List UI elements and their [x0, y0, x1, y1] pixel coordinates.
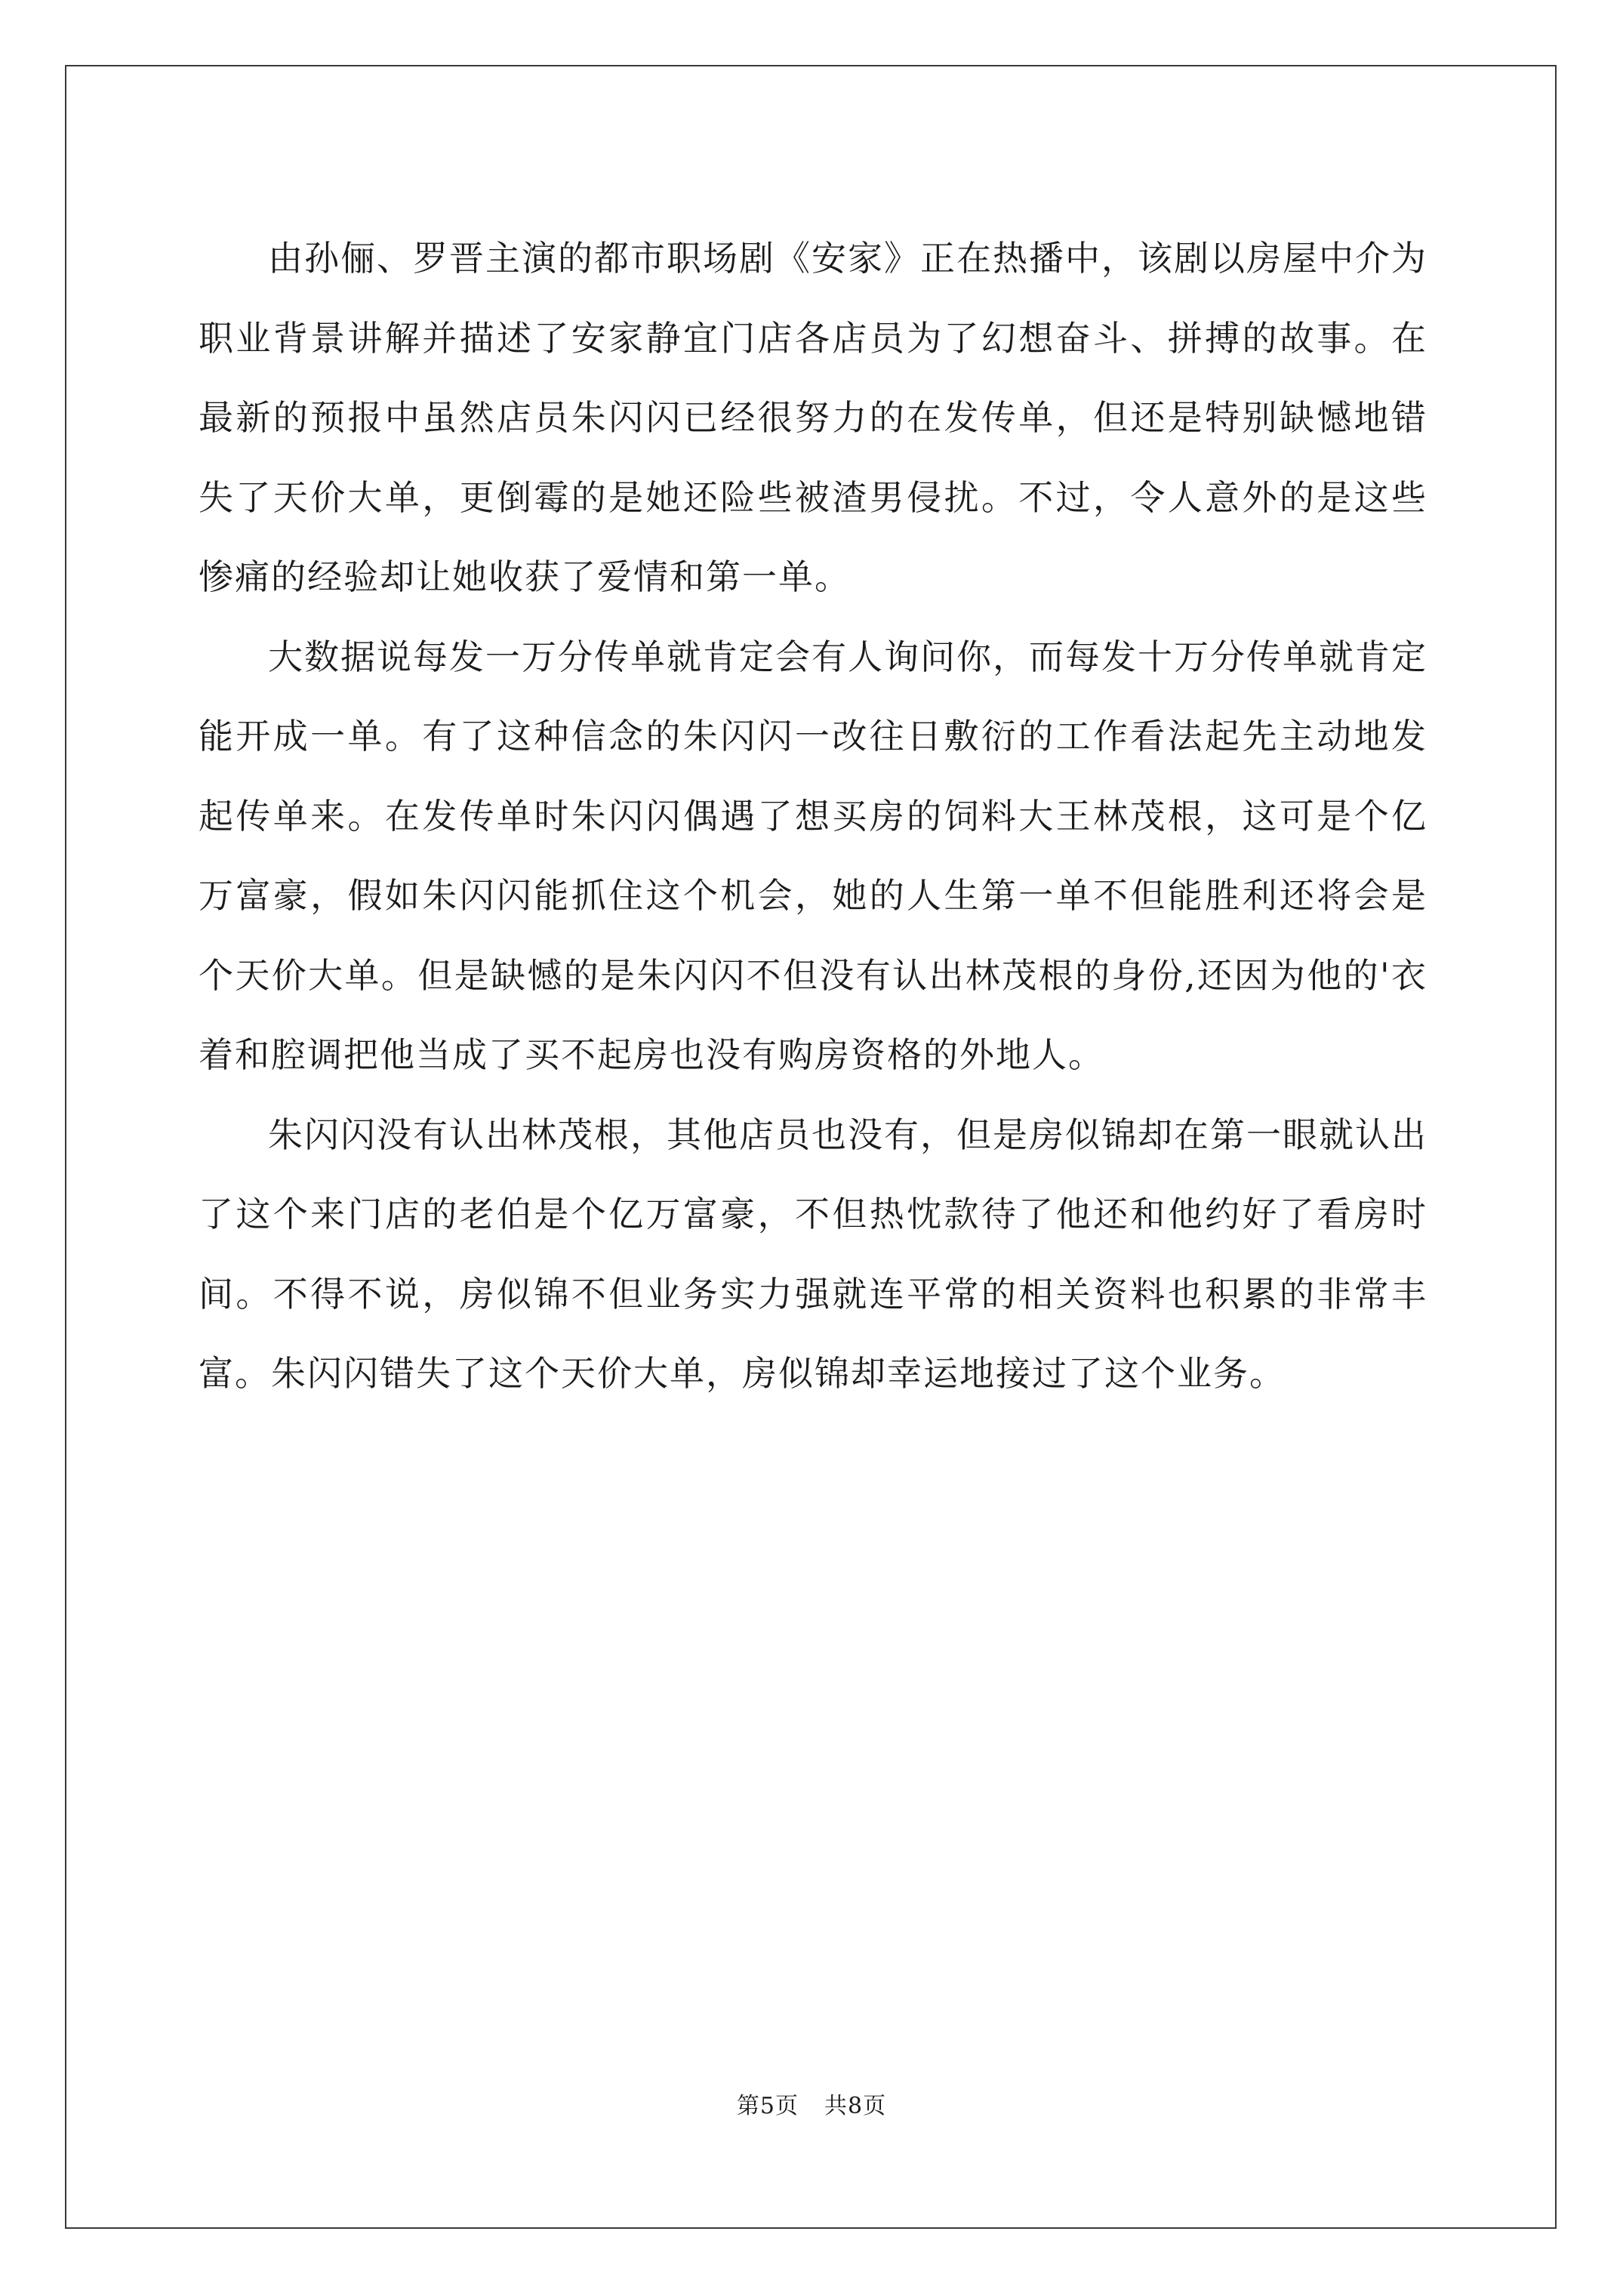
page-total: 共8页 [824, 2093, 887, 2119]
paragraph-3: 朱闪闪没有认出林茂根，其他店员也没有，但是房似锦却在第一眼就认出了这个来门店的老伯是个亿万富豪，不但热忱款待了他还和他约好了看房时间。不得不说，房似锦不但业务实力强就连平常的相关资料也积累的非常丰富。朱闪闪错失了这个天价大单，房似锦却幸运地接过了这个业务。 [199, 1114, 1427, 1394]
page-footer [0, 2087, 1623, 2120]
page-number: 第5页 [736, 2093, 799, 2119]
document-body [199, 219, 1427, 1414]
paragraph-2: 大数据说每发一万分传单就肯定会有人询问你，而每发十万分传单就肯定能开成一单。有了这种信念的朱闪闪一改往日敷衍的工作看法起先主动地发起传单来。在发传单时朱闪闪偶遇了想买房的饲料大王林茂根，这可是个亿万富豪，假如朱闪闪能抓住这个机会，她的人生第一单不但能胜利还将会是个天价大单。但是缺憾的是朱闪闪不但没有认出林茂根的身份,还因为他的'衣着和腔调把他当成了买不起房也没有购房资格的外地人。 [199, 636, 1427, 1075]
paragraph-1: 由孙俪、罗晋主演的都市职场剧《安家》正在热播中，该剧以房屋中介为职业背景讲解并描述了安家静宜门店各店员为了幻想奋斗、拼搏的故事。在最新的预报中虽然店员朱闪闪已经很努力的在发传单，但还是特别缺憾地错失了天价大单，更倒霉的是她还险些被渣男侵扰。不过，令人意外的是这些惨痛的经验却让她收获了爱情和第一单。 [199, 238, 1427, 597]
